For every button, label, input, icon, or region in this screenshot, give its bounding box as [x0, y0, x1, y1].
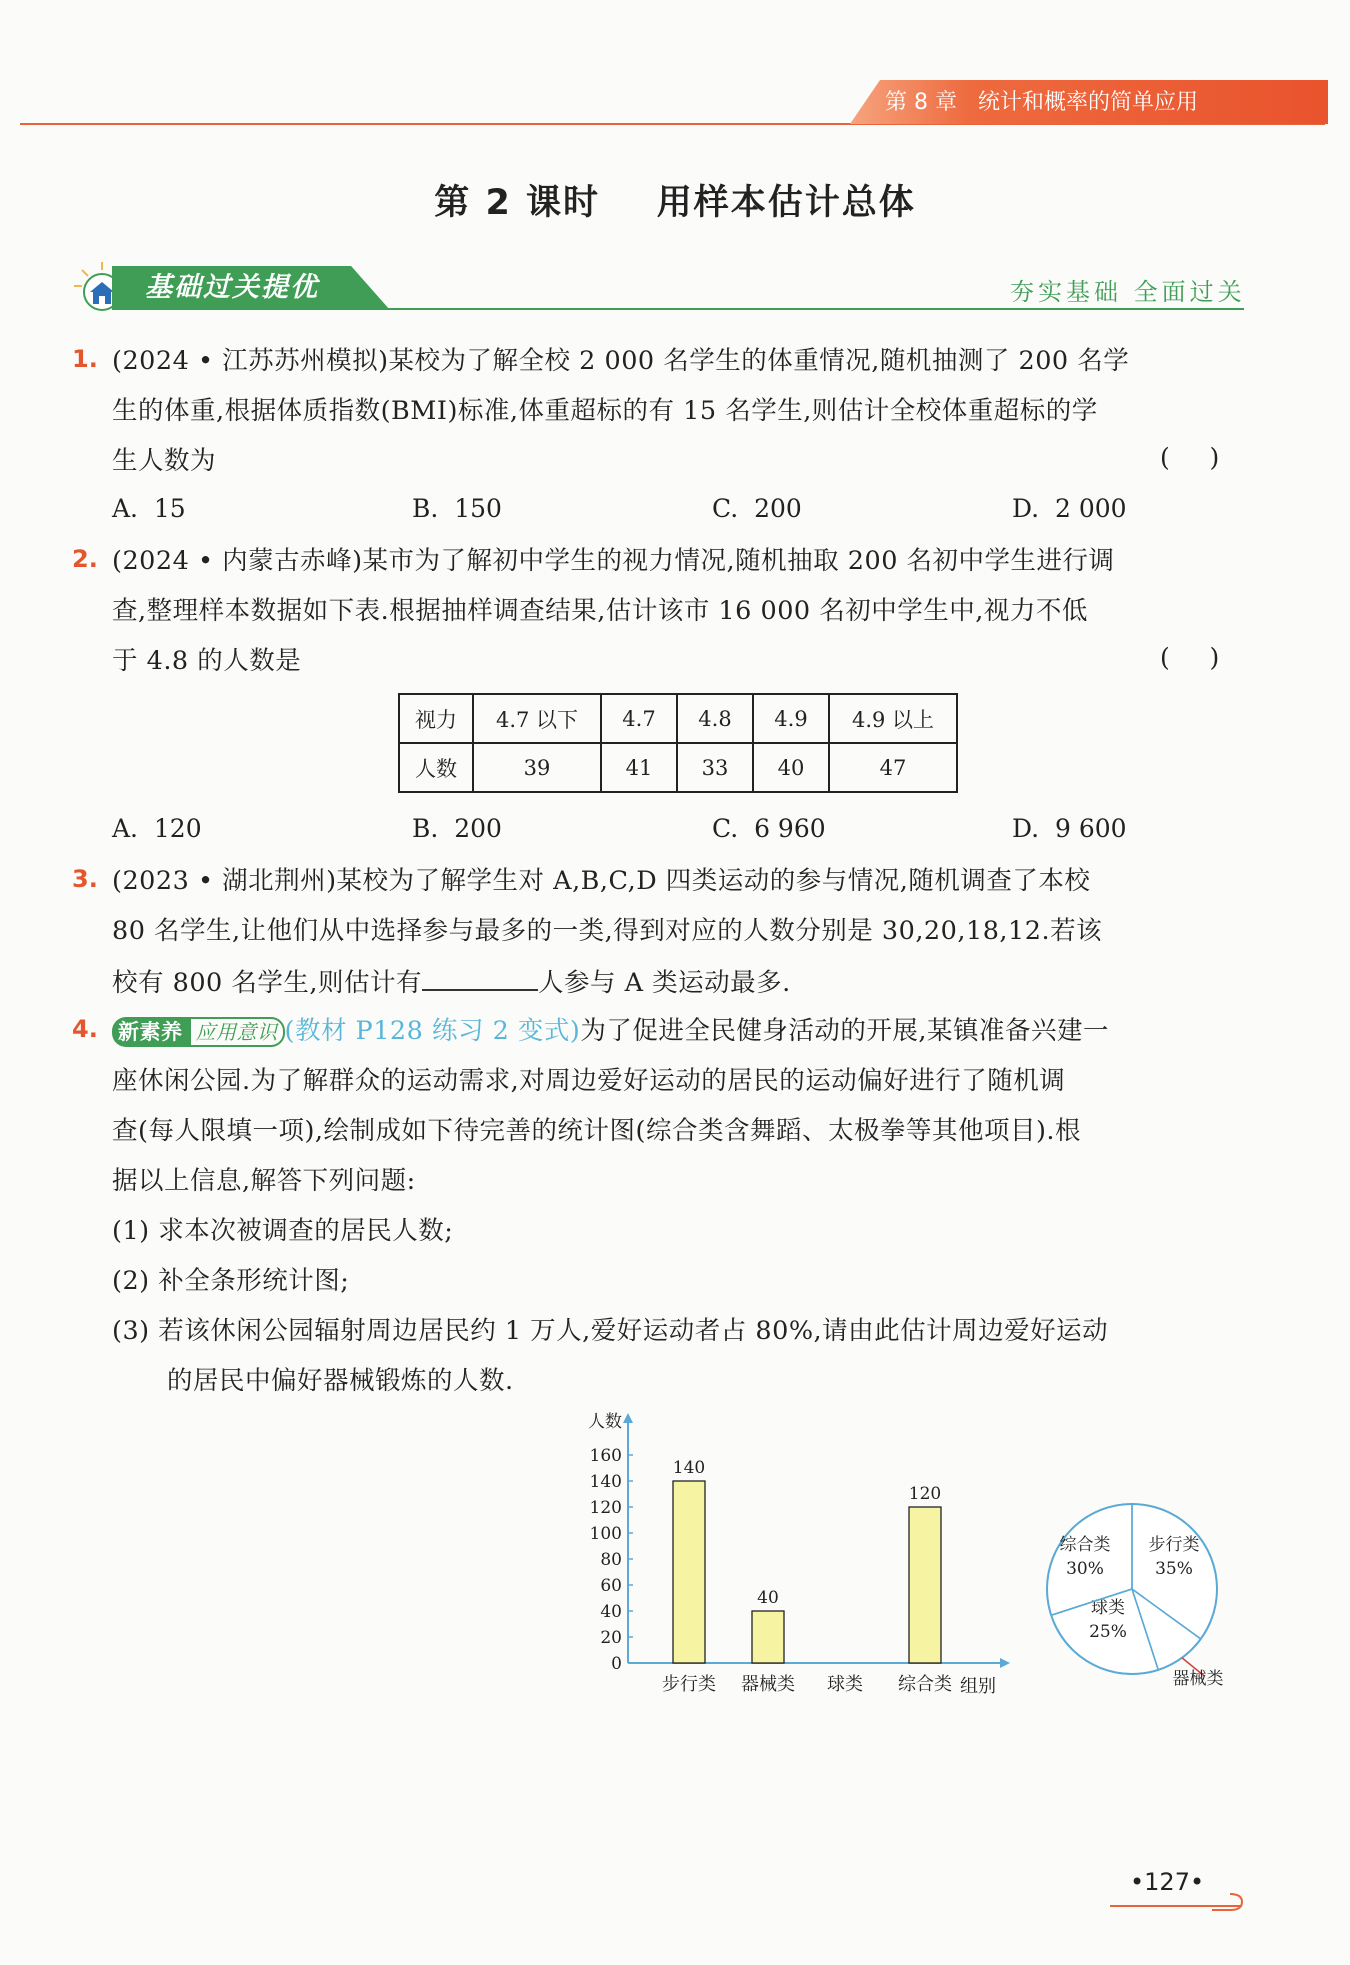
table-cell: 47: [829, 743, 957, 792]
bar-value-label: 140: [672, 1458, 706, 1478]
bar-value-label: 120: [908, 1484, 942, 1504]
table-cell: 41: [601, 743, 677, 792]
y-tick-label: 60: [600, 1576, 622, 1596]
x-tick-label: 器械类: [741, 1674, 795, 1695]
sub-question-3: (3) 若该休闲公园辐射周边居民约 1 万人,爱好运动者占 80%,请由此估计周边爱好运动: [112, 1316, 1109, 1346]
option-c: C. 200: [712, 494, 802, 523]
option-b: B. 150: [412, 494, 502, 523]
table-cell: 40: [753, 743, 829, 792]
table-cell: 视力: [399, 694, 473, 743]
question-3-text: 校有 800 名学生,则估计有: [112, 968, 422, 998]
chapter-title: 第 8 章 统计和概率的简单应用: [885, 90, 1198, 115]
vision-table: [398, 693, 958, 793]
question-3-text: 人参与 A 类运动最多.: [538, 968, 791, 998]
table-cell: 4.7: [601, 694, 677, 743]
page-number: •127•: [1130, 1868, 1205, 1896]
x-tick-label: 综合类: [898, 1674, 952, 1695]
question-1-line: 生人数为: [112, 446, 217, 476]
question-4-line: 查(每人限填一项),绘制成如下待完善的统计图(综合类含舞蹈、太极拳等其他项目).根: [112, 1116, 1082, 1146]
bar: [909, 1507, 941, 1663]
table-row: [399, 743, 957, 792]
y-tick-label: 100: [589, 1524, 622, 1544]
bar: [752, 1611, 784, 1663]
section-rule: [112, 308, 1244, 310]
question-2-line: 查,整理样本数据如下表.根据抽样调查结果,估计该市 16 000 名初中学生中,视力不低: [112, 596, 1088, 626]
option-a: A. 15: [112, 494, 186, 523]
textbook-reference: (教材 P128 练习 2 变式): [284, 1016, 581, 1046]
bar: [673, 1481, 705, 1663]
question-4-line: 座休闲公园.为了解群众的运动需求,对周边爱好运动的居民的运动偏好进行了随机调: [112, 1066, 1066, 1096]
table-cell: 4.9: [753, 694, 829, 743]
table-cell: 人数: [399, 743, 473, 792]
option-a: A. 120: [112, 814, 202, 843]
table-cell: 4.7 以下: [473, 694, 601, 743]
literacy-tag: 应用意识: [189, 1017, 285, 1047]
y-tick-label: 80: [600, 1550, 622, 1570]
literacy-badge: 新素养: [112, 1017, 189, 1047]
y-axis-arrow: [623, 1413, 633, 1423]
question-4-line: 据以上信息,解答下列问题:: [112, 1166, 416, 1196]
pie-slice-label: 球类: [1091, 1598, 1125, 1618]
question-1-line: 生的体重,根据体质指数(BMI)标准,体重超标的有 15 名学生,则估计全校体重超标的学: [112, 396, 1098, 426]
table-cell: 4.8: [677, 694, 753, 743]
table-cell: 4.9 以上: [829, 694, 957, 743]
question-3-line: [112, 963, 791, 1001]
y-tick-label: 160: [589, 1446, 622, 1466]
question-3-line: 80 名学生,让他们从中选择参与最多的一类,得到对应的人数分别是 30,20,18,12.若该: [112, 916, 1103, 946]
table-cell: 39: [473, 743, 601, 792]
option-b: B. 200: [412, 814, 502, 843]
option-d: D. 2 000: [1012, 494, 1127, 523]
bar-value-label: 40: [757, 1588, 779, 1608]
pie-slice-percent: 35%: [1155, 1559, 1193, 1579]
pie-slice-label: 综合类: [1059, 1535, 1111, 1555]
option-c: C. 6 960: [712, 814, 826, 843]
pie-slice-label: 步行类: [1148, 1535, 1200, 1555]
answer-bracket: ( ): [1160, 643, 1220, 672]
table-row: [399, 694, 957, 743]
option-d: D. 9 600: [1012, 814, 1127, 843]
answer-bracket: ( ): [1160, 443, 1220, 472]
x-tick-label: 步行类: [662, 1674, 716, 1695]
question-2-line: 于 4.8 的人数是: [112, 646, 302, 676]
x-axis-arrow: [1000, 1658, 1010, 1668]
question-4-text: 为了促进全民健身活动的开展,某镇准备兴建一: [580, 1016, 1109, 1046]
y-tick-label: 20: [600, 1628, 622, 1648]
question-1-number: 1.: [72, 345, 98, 373]
section-title: 基础过关提优: [145, 272, 319, 303]
sub-question-3-cont: 的居民中偏好器械锻炼的人数.: [167, 1366, 514, 1396]
table-cell: 33: [677, 743, 753, 792]
y-tick-label: 140: [589, 1472, 622, 1492]
lesson-title: 第 2 课时 用样本估计总体: [434, 183, 916, 223]
question-2-number: 2.: [72, 545, 98, 573]
sub-question-2: (2) 补全条形统计图;: [112, 1266, 350, 1296]
y-axis-label: 人数: [588, 1412, 622, 1432]
y-tick-label: 120: [589, 1498, 622, 1518]
answer-blank: [422, 963, 538, 991]
bar-chart: [560, 1405, 1040, 1695]
sub-question-1: (1) 求本次被调查的居民人数;: [112, 1216, 454, 1246]
question-4-number: 4.: [72, 1015, 98, 1043]
question-3-number: 3.: [72, 865, 98, 893]
question-1-line: (2024 • 江苏苏州模拟)某校为了解全校 2 000 名学生的体重情况,随机抽测了 200 名学: [112, 346, 1130, 376]
pie-slice-percent: 25%: [1089, 1622, 1127, 1642]
section-slogan: 夯实基础 全面过关: [1010, 278, 1246, 306]
pie-slice-label: 器械类: [1172, 1669, 1224, 1689]
page-arrow-icon: [1210, 1890, 1246, 1916]
question-4-line: [112, 1013, 1109, 1049]
y-tick-label: 40: [600, 1602, 622, 1622]
y-tick-label: 0: [611, 1654, 622, 1674]
x-tick-label: 球类: [827, 1674, 863, 1695]
pie-chart: [1040, 1490, 1260, 1690]
pie-slice-percent: 30%: [1066, 1559, 1104, 1579]
question-3-line: (2023 • 湖北荆州)某校为了解学生对 A,B,C,D 四类运动的参与情况,随机调查了本校: [112, 866, 1091, 896]
question-2-line: (2024 • 内蒙古赤峰)某市为了解初中学生的视力情况,随机抽取 200 名初中学生进行调: [112, 546, 1115, 576]
x-axis-label: 组别: [960, 1676, 996, 1695]
